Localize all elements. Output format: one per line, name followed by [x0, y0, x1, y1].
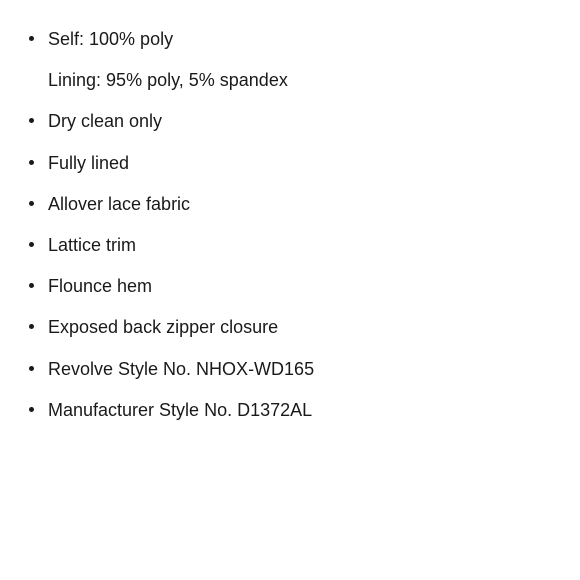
detail-text: Lining: 95% poly, 5% spandex — [48, 70, 288, 91]
detail-item-trim — [0, 233, 314, 274]
bullet-icon — [29, 324, 34, 329]
detail-item-lined — [0, 151, 314, 192]
product-details-list — [0, 27, 314, 439]
bullet-icon — [29, 36, 34, 41]
detail-item-lace — [0, 192, 314, 233]
detail-text: Self: 100% poly — [48, 29, 174, 49]
bullet-icon — [29, 242, 34, 247]
detail-item-closure — [0, 315, 314, 356]
detail-text: Manufacturer Style No. D1372AL — [48, 399, 313, 420]
bullet-icon — [29, 201, 34, 206]
detail-text: Revolve Style No. NHOX-WD165 — [48, 358, 315, 379]
detail-text: Allover lace fabric — [48, 193, 191, 214]
detail-item-hem — [0, 274, 314, 315]
detail-item-care — [0, 109, 314, 150]
detail-text: Fully lined — [48, 152, 130, 173]
bullet-icon — [29, 283, 34, 288]
detail-item-revolve-style — [0, 357, 314, 398]
bullet-icon — [29, 366, 34, 371]
detail-text: Flounce hem — [48, 276, 153, 297]
bullet-icon — [29, 407, 34, 412]
detail-text: Lattice trim — [48, 234, 137, 255]
detail-item-manufacturer-style — [0, 398, 314, 439]
detail-text: Dry clean only — [48, 111, 163, 132]
bullet-icon — [29, 118, 34, 123]
detail-item-fabric-self — [0, 27, 314, 68]
detail-text: Exposed back zipper closure — [48, 317, 279, 338]
bullet-icon — [29, 160, 34, 165]
detail-item-fabric-lining — [0, 68, 314, 109]
